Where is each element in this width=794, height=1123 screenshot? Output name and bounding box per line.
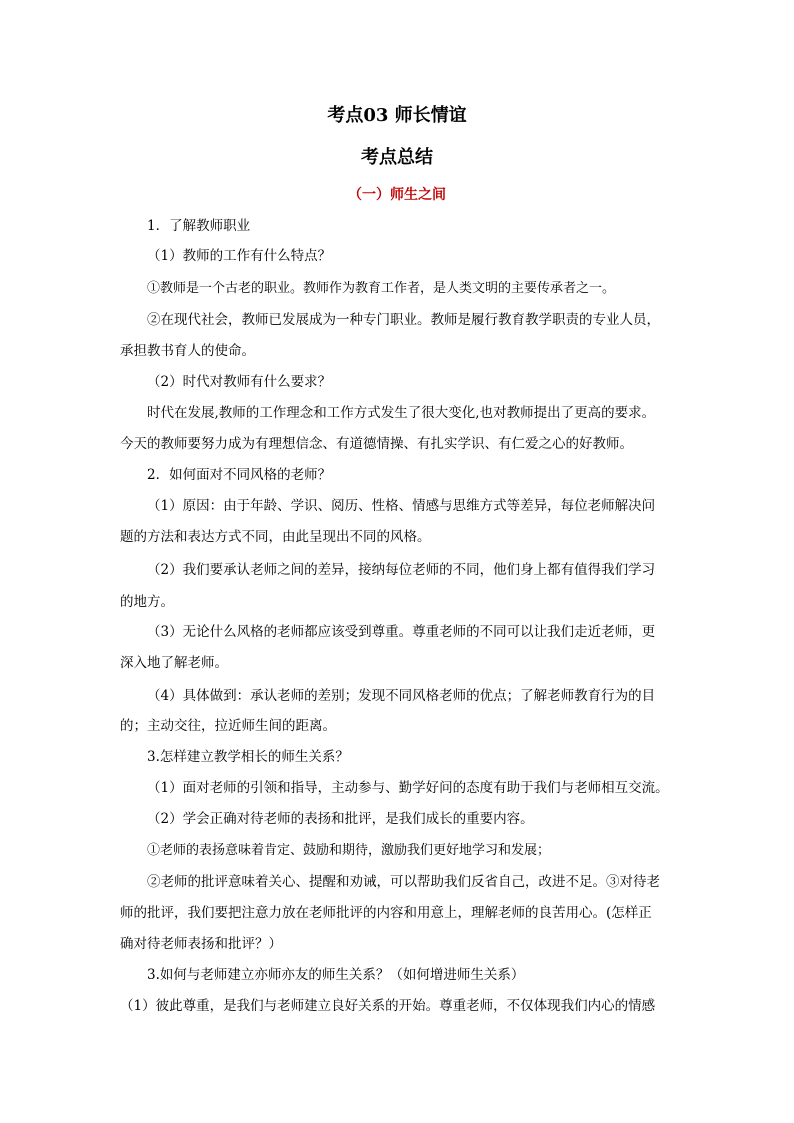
text-line: 3.怎样建立教学相长的师生关系？: [147, 749, 349, 765]
text-line: 确对待老师表扬和批评？）: [120, 936, 282, 952]
text-line: ①老师的表扬意味着肯定、鼓励和期待，激励我们更好地学习和发展；: [147, 843, 551, 858]
text-line: 时代在发展,教师的工作理念和工作方式发生了很大变化,也对教师提出了更高的要求。: [147, 405, 656, 421]
text-line: （1）彼此尊重，是我们与老师建立良好关系的开始。尊重老师，不仅体现我们内心的情感: [120, 998, 656, 1014]
text-line: 的；主动交往，拉近师生间的距离。: [120, 718, 336, 734]
text-line: ①教师是一个古老的职业。教师作为教育工作者，是人类文明的主要传承者之一。: [147, 281, 616, 296]
text-line: 承担教书育人的使命。: [120, 343, 255, 359]
text-line: 深入地了解老师。: [120, 655, 228, 671]
page-title: 考点03 师长情谊: [327, 105, 467, 126]
text-line: 今天的教师要努力成为有理想信念、有道德情操、有扎实学识、有仁爱之心的好教师。: [120, 436, 633, 452]
text-line: （2）学会正确对待老师的表扬和批评，是我们成长的重要内容。: [147, 811, 534, 827]
text-line: ②在现代社会，教师已发展成为一种专门职业。教师是履行教育教学职责的专业人员，: [147, 312, 660, 328]
text-line: ②老师的批评意味着关心、提醒和劝诫，可以帮助我们反省自己，改进不足。③对待老: [147, 874, 660, 890]
text-line: （2）时代对教师有什么要求？: [147, 374, 332, 390]
text-line: 师的批评，我们要把注意力放在老师批评的内容和用意上，理解老师的良苦用心。(怎样正: [120, 905, 652, 921]
text-line: （1）原因：由于年龄、学识、阅历、性格、情感与思维方式等差异，每位老师解决问: [147, 498, 656, 514]
text-line: （3）无论什么风格的老师都应该受到尊重。尊重老师的不同可以让我们走近老师，更: [147, 624, 656, 640]
text-line: 3.如何与老师建立亦师亦友的师生关系？（如何增进师生关系）: [147, 967, 525, 983]
text-line: 2．如何面对不同风格的老师？: [147, 467, 332, 483]
page-subtitle: 考点总结: [361, 147, 433, 168]
text-line: （2）我们要承认老师之间的差异，接纳每位老师的不同，他们身上都有值得我们学习: [147, 562, 656, 578]
text-line: （1）教师的工作有什么特点？: [147, 248, 332, 264]
text-line: （1）面对老师的引领和指导，主动参与、勤学好问的态度有助于我们与老师相互交流。: [147, 780, 669, 796]
text-line: 题的方法和表达方式不同，由此呈现出不同的风格。: [120, 529, 431, 545]
text-line: （4）具体做到：承认老师的差别；发现不同风格老师的优点；了解老师教育行为的目: [147, 688, 656, 704]
text-line: 的地方。: [120, 594, 174, 610]
text-line: 1．了解教师职业: [147, 218, 251, 234]
section-heading: （一）师生之间: [348, 187, 446, 203]
